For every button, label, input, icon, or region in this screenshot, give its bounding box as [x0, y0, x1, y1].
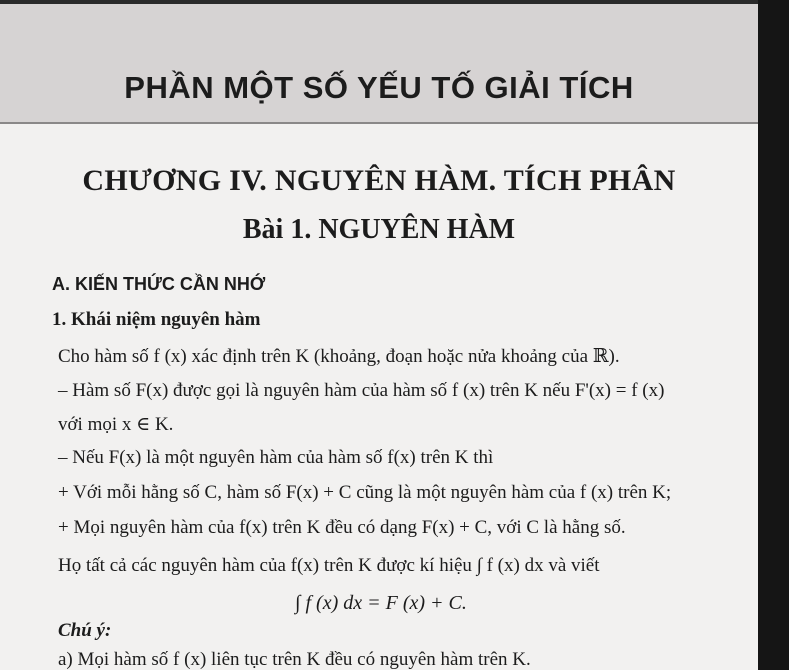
lesson-title: Bài 1. NGUYÊN HÀM — [242, 214, 516, 245]
page-edge — [758, 0, 789, 670]
paragraph-line: với mọi x ∈ K. — [58, 414, 174, 435]
chapter-title: CHƯƠNG IV. NGUYÊN HÀM. TÍCH PHÂN — [82, 164, 676, 197]
paragraph-line: + Với mỗi hằng số C, hàm số F(x) + C cũng là một nguyên hàm của f (x) trên K; — [58, 482, 672, 503]
note-label: Chú ý: — [58, 620, 112, 641]
paragraph-line: – Nếu F(x) là một nguyên hàm của hàm số f(x) trên K thì — [58, 447, 494, 468]
textbook-page — [0, 4, 758, 670]
paragraph-line: + Mọi nguyên hàm của f(x) trên K đều có dạng F(x) + C, với C là hằng số. — [58, 517, 626, 538]
subsection-heading: 1. Khái niệm nguyên hàm — [52, 309, 261, 330]
part-title: PHẦN MỘT SỐ YẾU TỐ GIẢI TÍCH — [124, 70, 634, 105]
section-heading: A. KIẾN THỨC CẦN NHỚ — [52, 274, 266, 294]
note-item: a) Mọi hàm số f (x) liên tục trên K đều có nguyên hàm trên K. — [58, 649, 531, 670]
integral-formula: ∫ f (x) dx = F (x) + C. — [295, 592, 467, 614]
paragraph-line: Cho hàm số f (x) xác định trên K (khoảng, đoạn hoặc nửa khoảng của ℝ). — [58, 346, 620, 367]
part-banner — [0, 4, 758, 124]
paragraph-line: – Hàm số F(x) được gọi là nguyên hàm của hàm số f (x) trên K nếu F'(x) = f (x) — [58, 380, 665, 401]
paragraph-line: Họ tất cả các nguyên hàm của f(x) trên K được kí hiệu ∫ f (x) dx và viết — [58, 555, 600, 576]
